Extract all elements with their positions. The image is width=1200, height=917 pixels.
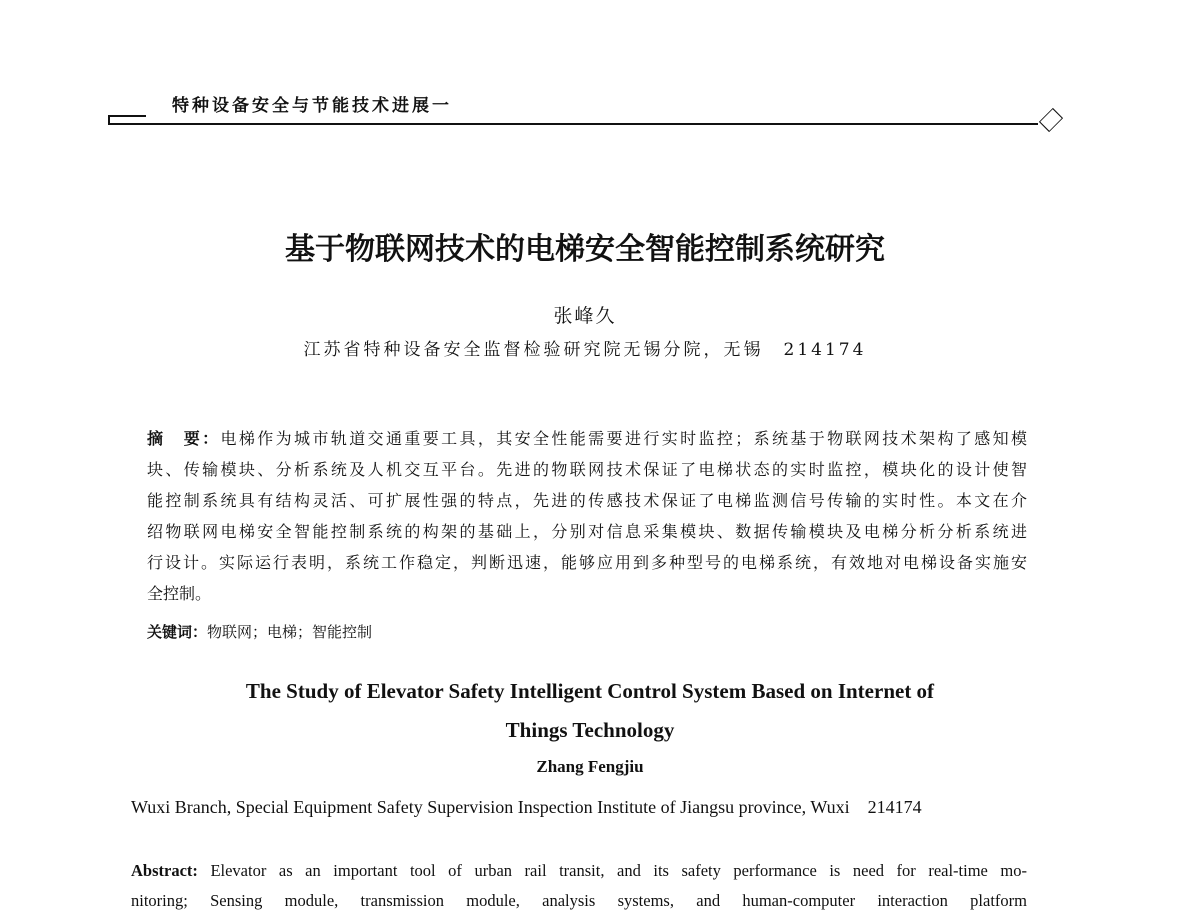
abstract-cn-line: 全控制。: [147, 584, 212, 603]
affiliation-cn: 江苏省特种设备安全监督检验研究院无锡分院，无锡 214174: [303, 340, 867, 360]
header-rule-bracket: [108, 115, 146, 117]
abstract-cn-line: 能控制系统具有结构灵活、可扩展性强的特点，先进的传感技术保证了电梯监测信号传输的实时性。本文在介: [147, 491, 1027, 510]
keywords-cn-text: 物联网；电梯；智能控制: [207, 623, 373, 641]
abstract-en-line: nitoring; Sensing module, transmission module, analysis systems, and human-computer interaction platform: [131, 891, 1027, 910]
keywords-cn: [147, 621, 372, 642]
author-cn: 张峰久: [553, 305, 617, 327]
abstract-cn-line: 块、传输模块、分析系统及人机交互平台。先进的物联网技术保证了电梯状态的实时监控，模块化的设计使智: [147, 460, 1027, 479]
keywords-cn-label: 关键词：: [147, 623, 208, 641]
abstract-en-text: Elevator as an important tool of urban rail transit, and its safety performance is need for real-time mo-: [197, 861, 1027, 880]
abstract-en-line: [131, 861, 1027, 883]
header-rule: [108, 123, 1038, 125]
abstract-cn-label: 摘 要：: [147, 429, 221, 448]
abstract-cn-text: 电梯作为城市轨道交通重要工具，其安全性能需要进行实时监控；系统基于物联网技术架构了感知模: [220, 429, 1027, 448]
abstract-cn-line: 绍物联网电梯安全智能控制系统的构架的基础上，分别对信息采集模块、数据传输模块及电梯分析分析系统进: [147, 522, 1027, 541]
author-en: Zhang Fengjiu: [536, 757, 644, 776]
paper-title-cn: 基于物联网技术的电梯安全智能控制系统研究: [285, 232, 885, 267]
running-header: 特种设备安全与节能技术进展一: [172, 96, 452, 116]
paper-title-en-line2: Things Technology: [505, 718, 675, 742]
abstract-cn-line: [147, 426, 1027, 448]
abstract-en-label: Abstract:: [131, 861, 198, 880]
affiliation-en: Wuxi Branch, Special Equipment Safety Supervision Inspection Institute of Jiangsu province, Wuxi 214174: [131, 797, 922, 817]
paper-title-en-line1: The Study of Elevator Safety Intelligent Control System Based on Internet of: [245, 679, 935, 703]
diamond-ornament-icon: [1039, 108, 1063, 132]
abstract-cn-line: 行设计。实际运行表明，系统工作稳定，判断迅速，能够应用到多种型号的电梯系统，有效地对电梯设备实施安: [147, 553, 1027, 572]
